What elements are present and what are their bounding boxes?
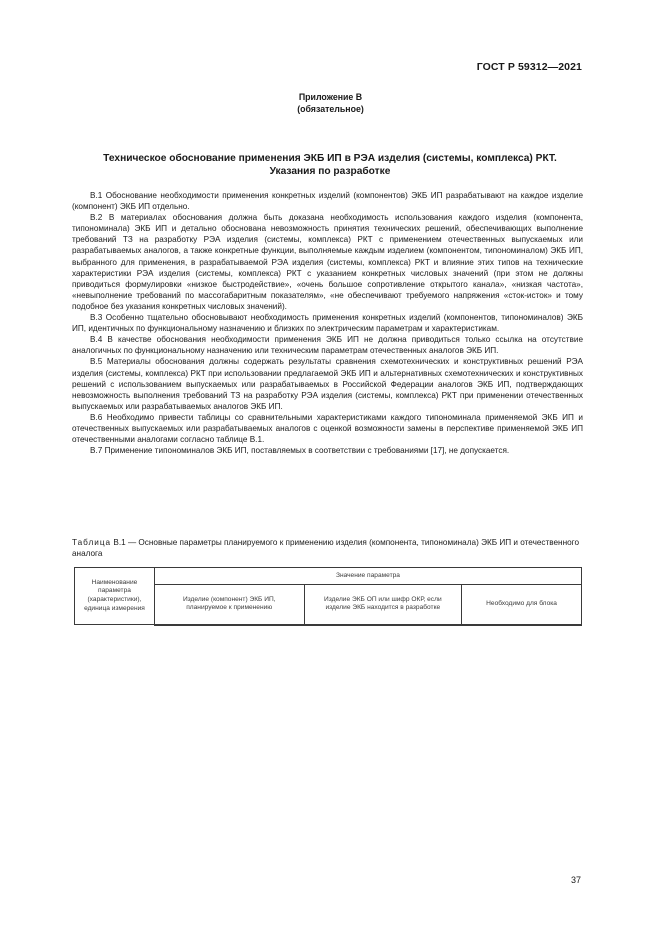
- paragraph-b3: В.3 Особенно тщательно обосновывают необходимость применения конкретных изделий (компонентов, типономиналов) ЭКБ ИП, идентичных по функциональному назначению и близких по электрическим параметрам и характеристикам.: [72, 313, 583, 334]
- parameters-table: [74, 567, 582, 626]
- annex-status: (обязательное): [297, 104, 364, 114]
- column-header-parameter: Наименование параметра (характеристики), единица измерения: [75, 568, 155, 625]
- annex-heading: [0, 91, 661, 115]
- table-caption: [72, 537, 583, 559]
- paragraph-b7: В.7 Применение типономиналов ЭКБ ИП, поставляемых в соответствии с требованиями [17], не допускается.: [90, 446, 510, 456]
- page-number: 37: [570, 875, 581, 885]
- standard-code: ГОСТ Р 59312—2021: [476, 61, 582, 73]
- section-title-line1: Техническое обоснование применения ЭКБ ИП в РЭА изделия (системы, комплекса) РКТ.: [103, 153, 557, 164]
- table-caption-text: В.1 — Основные параметры планируемого к применению изделия (компонента, типономинала) ЭКБ ИП и отечественного аналога: [72, 538, 580, 559]
- column-header-ekb-op: Изделие ЭКБ ОП или шифр ОКР, если изделие ЭКБ находится в разработке: [304, 585, 462, 625]
- column-header-group: Значение параметра: [154, 568, 581, 585]
- body-text: [72, 190, 583, 456]
- section-title-line2: Указания по разработке: [269, 166, 391, 177]
- annex-title: Приложение В: [298, 92, 363, 102]
- column-header-block: Необходимо для блока: [462, 585, 582, 625]
- paragraph-b1: В.1 Обоснование необходимости применения конкретных изделий (компонентов) ЭКБ ИП разрабатывают на каждое изделие (компонент) ЭКБ ИП отдельно.: [72, 191, 583, 212]
- paragraph-b4: В.4 В качестве обоснования необходимости применения ЭКБ ИП не должна приводиться только ссылка на отсутствие аналогичных по функциональному назначению или техническим параметрам отечественных аналогов ЭКБ ИП.: [72, 335, 583, 356]
- paragraph-b5: В.5 Материалы обоснования должны содержать результаты сравнения схемотехнических и конструктивных решений РЭА изделия (системы, комплекса) РКТ при использовании предлагаемой ЭКБ ИП и альтернативных схемотехнических и конструктивных решений с использованием выпускаемых или разрабатываемых в Российской Федерации аналогов ЭКБ ИП, подтверждающих невозможность выполнения требований ТЗ на разработку РЭА изделия (системы, комплекса) РКТ при применении отечественных выпускаемых или разрабатываемых аналогов ЭКБ ИП.: [72, 357, 583, 411]
- column-header-ekb-ip: Изделие (компонент) ЭКБ ИП, планируемое к применению: [154, 585, 304, 625]
- section-title: [70, 152, 590, 178]
- paragraph-b2: В.2 В материалах обоснования должна быть доказана необходимость использования каждого изделия (компонента, типономинала) ЭКБ ИП и детально обоснована невозможность принятия технических решений, обеспечивающих выполнение требований ТЗ на разработку РЭА изделия (системы, комплекса) РКТ с применением отечественных выпускаемых или разрабатываемых аналогов, а также конкретные функции, выполняемые каждым изделием (компонентом, типономиналом) ЭКБ ИП, выбранного для применения, в разрабатываемой РЭА изделия (системы, комплекса) РКТ и влияние этих типов на технические характеристики РЭА изделия (системы, комплекса) РКТ с указанием конкретных числовых значений (при этом не должны приводиться формулировки «низкое быстродействие», «очень большое сопротивление открытого канала», «низкая частота», «невыполнение требований по массогабаритным показателям», «не обеспечивают требуемого напряжения «сток-исток» и тому подобное без указания конкретных числовых значений).: [72, 213, 583, 311]
- table-caption-label: Таблица: [72, 538, 112, 547]
- paragraph-b6: В.6 Необходимо привести таблицы со сравнительными характеристиками каждого типономинала применяемой ЭКБ ИП и отечественных выпускаемых или разрабатываемых аналогов с оценкой возможности замены в перспективе применяемой ЭКБ ИП отечественными аналогами согласно таблице В.1.: [72, 412, 583, 445]
